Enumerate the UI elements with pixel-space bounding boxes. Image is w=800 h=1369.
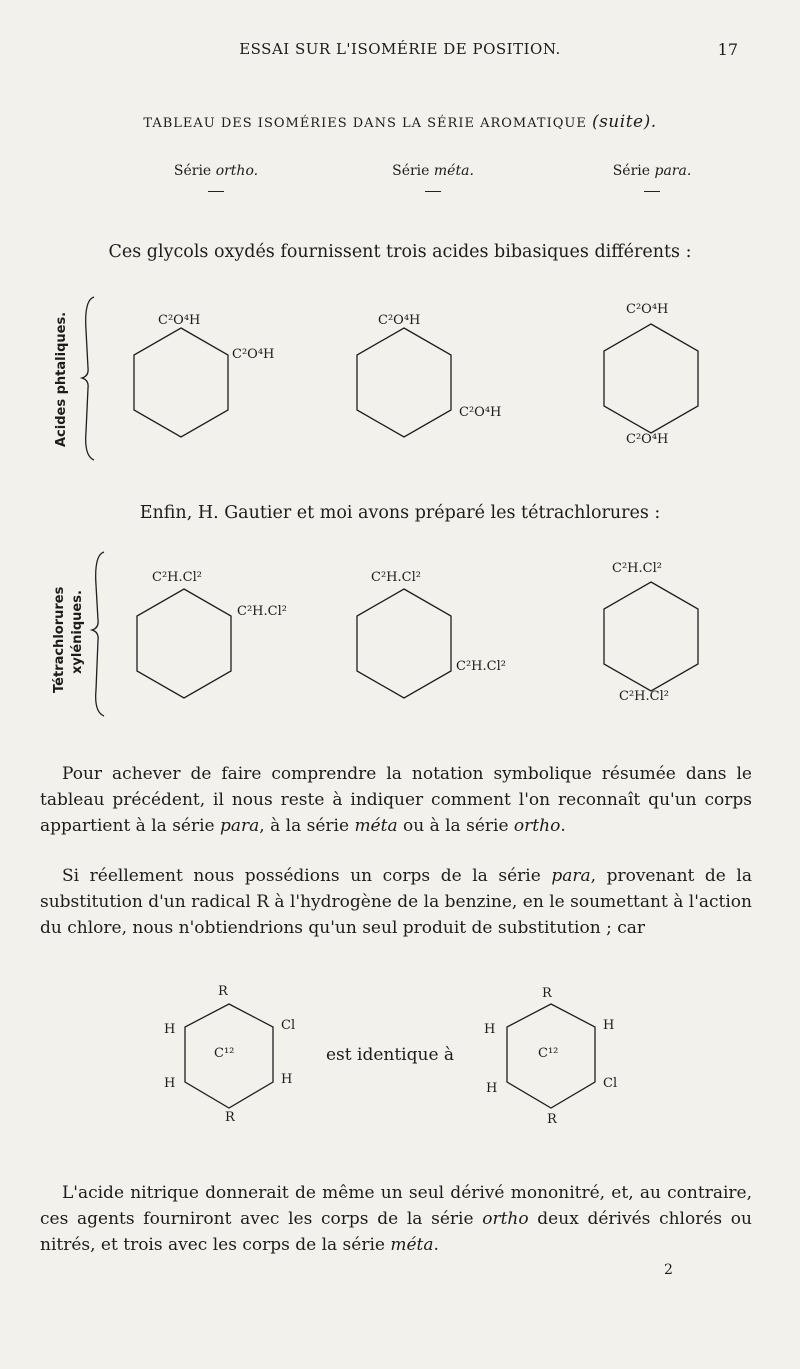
series-prefix: Série bbox=[392, 163, 430, 179]
series-name: para. bbox=[654, 163, 692, 179]
hexagon-acid-para bbox=[604, 324, 698, 433]
paragraph-2 bbox=[40, 863, 752, 941]
identique-text: est identique à bbox=[326, 1045, 455, 1065]
right-hex-bottom-r: R bbox=[547, 1112, 557, 1127]
p1-text-d: . bbox=[560, 816, 566, 836]
formula-acid-para-1: C²O⁴H bbox=[626, 302, 669, 317]
p1-italic-ortho: ortho bbox=[513, 816, 561, 836]
formula-chloride-ortho-1: C²H.Cl² bbox=[152, 570, 202, 585]
p3-text-a: L'acide nitrique donnerait de même un seul dérivé mononitré, et, au contraire, ces agents fourniront avec les corps de la série bbox=[40, 1183, 752, 1229]
hexagon-acid-ortho bbox=[134, 328, 228, 437]
formula-chloride-meta-2: C²H.Cl² bbox=[456, 659, 506, 674]
left-hex-top-right-cl: Cl bbox=[281, 1018, 296, 1033]
table-title-suite: (suite). bbox=[591, 112, 657, 132]
p1-italic-meta: méta bbox=[354, 816, 398, 836]
left-hex-bottom-left-h: H bbox=[164, 1076, 176, 1091]
left-hex-top-r: R bbox=[218, 984, 228, 999]
formula-chloride-para-2: C²H.Cl² bbox=[619, 689, 669, 704]
hexagon-chloride-meta bbox=[357, 589, 451, 698]
p3-text-c: . bbox=[433, 1235, 439, 1255]
paragraph-3 bbox=[40, 1180, 752, 1258]
running-title: ESSAI SUR L'ISOMÉRIE DE POSITION. bbox=[239, 40, 561, 58]
row2-brace bbox=[92, 552, 104, 716]
right-hex-top-right-h: H bbox=[603, 1018, 615, 1033]
series-prefix: Série bbox=[612, 163, 651, 179]
right-hex-top-r: R bbox=[542, 986, 552, 1001]
right-hex-top-left-h: H bbox=[484, 1022, 496, 1037]
formula-acid-ortho-2: C²O⁴H bbox=[232, 347, 275, 362]
right-hex-center: C¹² bbox=[538, 1046, 559, 1061]
paragraph-1 bbox=[40, 761, 752, 839]
p3-italic-meta: méta bbox=[390, 1235, 434, 1255]
page-number: 17 bbox=[717, 40, 738, 59]
formula-chloride-ortho-2: C²H.Cl² bbox=[237, 604, 287, 619]
right-hex-bottom-right-cl: Cl bbox=[603, 1076, 618, 1091]
p3-text-b: deux dérivés chlorés ou nitrés, et trois avec les corps de la série bbox=[40, 1209, 752, 1255]
signature-number: 2 bbox=[664, 1262, 673, 1278]
row1-sentence: Ces glycols oxydés fournissent trois acides bibasiques différents : bbox=[108, 242, 692, 262]
hexagon-chloride-para bbox=[604, 582, 698, 691]
hexagon-acid-meta bbox=[357, 328, 451, 437]
series-name: ortho. bbox=[215, 163, 259, 179]
p1-text-c: ou à la série bbox=[397, 816, 514, 836]
formula-acid-meta-1: C²O⁴H bbox=[378, 313, 421, 328]
left-hex-top-left-h: H bbox=[164, 1022, 176, 1037]
p2-italic-para: para bbox=[551, 866, 591, 886]
p2-text-b: , provenant de la substitution d'un radical R à l'hydrogène de la benzine, en le soumettant à l'action du chlore, nous n'obtiendrions qu'un seul produit de substitution ; car bbox=[40, 866, 752, 938]
row2-side-label-line2: xyléniques. bbox=[70, 590, 85, 674]
row1-brace bbox=[82, 297, 94, 460]
table-title-text: TABLEAU DES ISOMÉRIES DANS LA SÉRIE AROMATIQUE bbox=[143, 116, 587, 131]
formula-acid-ortho-1: C²O⁴H bbox=[158, 313, 201, 328]
left-hex-bottom-right-h: H bbox=[281, 1072, 293, 1087]
p2-text-a: Si réellement nous possédions un corps de la série bbox=[62, 866, 552, 886]
right-hex-bottom-left-h: H bbox=[486, 1081, 498, 1096]
hexagon-chloride-ortho bbox=[137, 589, 231, 698]
left-hex-bottom-r: R bbox=[225, 1110, 235, 1125]
p1-text-a: Pour achever de faire comprendre la notation symbolique résumée dans le tableau précédent, il nous reste à indiquer comment l'on reconnaît qu'un corps appartient à la série bbox=[40, 764, 752, 836]
p3-italic-ortho: ortho bbox=[482, 1209, 529, 1229]
formula-chloride-meta-1: C²H.Cl² bbox=[371, 570, 421, 585]
row2-side-label-line1: Tétrachlorures bbox=[52, 586, 67, 693]
series-prefix: Série bbox=[173, 163, 212, 179]
left-hex-center: C¹² bbox=[214, 1046, 235, 1061]
row1-side-label: Acides phtaliques. bbox=[54, 311, 69, 447]
formula-acid-meta-2: C²O⁴H bbox=[459, 405, 502, 420]
p1-italic-para: para bbox=[220, 816, 260, 836]
formula-acid-para-2: C²O⁴H bbox=[626, 432, 669, 447]
row2-sentence: Enfin, H. Gautier et moi avons préparé les tétrachlorures : bbox=[139, 503, 661, 523]
series-name: méta. bbox=[433, 163, 474, 179]
formula-chloride-para-1: C²H.Cl² bbox=[612, 561, 662, 576]
p1-text-b: , à la série bbox=[259, 816, 355, 836]
